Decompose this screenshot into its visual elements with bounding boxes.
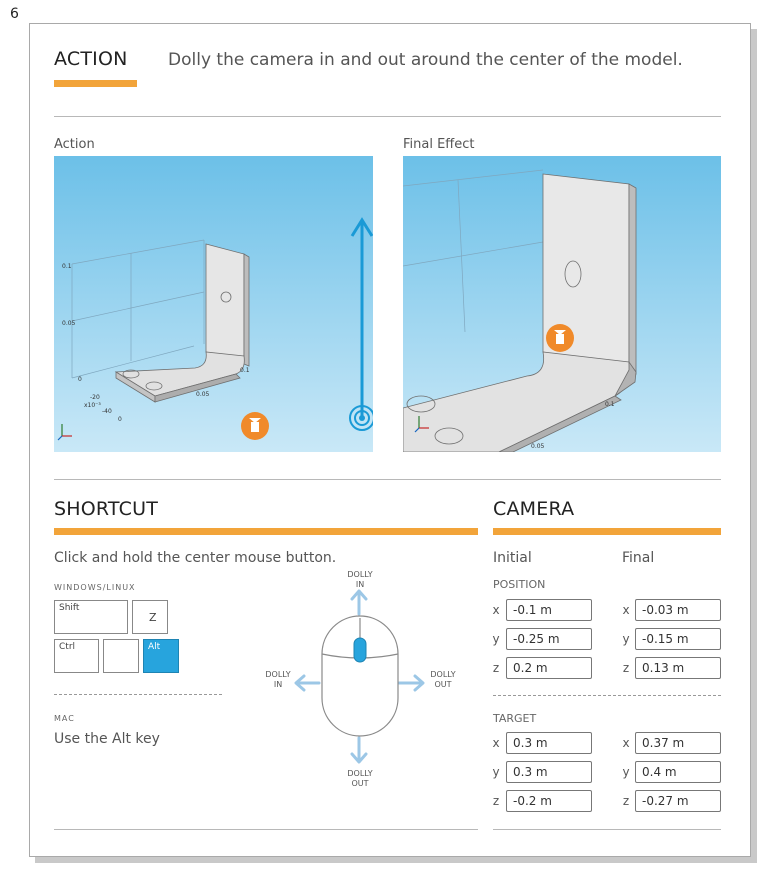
axis-label-z: z (622, 661, 630, 675)
shift-key: Shift (54, 600, 128, 634)
action-model-graphic (54, 156, 373, 452)
shortcut-instruction: Click and hold the center mouse button. (54, 550, 337, 566)
position-final-z[interactable]: 0.13 m (635, 657, 721, 679)
axis-label-z: z (492, 794, 500, 808)
z-key: Z (132, 600, 168, 634)
tick-label: 0.05 (62, 320, 76, 327)
page-number: 6 (10, 6, 19, 22)
mac-text: Use the Alt key (54, 731, 160, 747)
target-final-y[interactable]: 0.4 m (635, 761, 721, 783)
target-label: TARGET (493, 712, 537, 725)
position-initial-z[interactable]: 0.2 m (506, 657, 592, 679)
position-final-y[interactable]: -0.15 m (635, 628, 721, 650)
shortcut-dashed-divider (54, 694, 222, 695)
shortcut-bottom-rule (54, 829, 478, 830)
initial-label: Initial (493, 550, 532, 566)
mouse-label-up: DOLLY IN (347, 570, 373, 589)
action-title: ACTION (54, 48, 128, 70)
camera-dashed-divider (493, 695, 721, 696)
blank-key (103, 639, 139, 673)
tick-label: x10⁻³ (84, 402, 101, 409)
tick-label: 0.1 (62, 263, 72, 270)
mouse-label-right: DOLLY OUT (430, 670, 456, 689)
axis-label-y: y (492, 632, 500, 646)
tick-label: 0.05 (531, 443, 545, 450)
windows-linux-label: WINDOWS/LINUX (54, 583, 136, 592)
axis-label-z: z (492, 661, 500, 675)
axis-label-z: z (622, 794, 630, 808)
position-initial-y[interactable]: -0.25 m (506, 628, 592, 650)
axis-label-x: x (622, 603, 630, 617)
final-effect-caption: Final Effect (403, 137, 475, 152)
axis-label-x: x (622, 736, 630, 750)
tick-label: -20 (90, 394, 100, 401)
position-initial-x[interactable]: -0.1 m (506, 599, 592, 621)
target-initial-x[interactable]: 0.3 m (506, 732, 592, 754)
camera-underline (493, 528, 721, 535)
ctrl-key: Ctrl (54, 639, 99, 673)
header-divider (54, 116, 721, 117)
tick-label: -40 (102, 408, 112, 415)
target-final-z[interactable]: -0.27 m (635, 790, 721, 812)
page-card (29, 23, 751, 857)
tick-label: 0.05 (196, 391, 210, 398)
action-viewport (54, 156, 373, 452)
action-caption: Action (54, 137, 95, 152)
action-description: Dolly the camera in and out around the center of the model. (168, 50, 683, 70)
tick-label: 0 (118, 416, 122, 423)
target-initial-z[interactable]: -0.2 m (506, 790, 592, 812)
axis-label-y: y (622, 765, 630, 779)
axis-label-y: y (622, 632, 630, 646)
tick-label: 0.1 (605, 401, 615, 408)
alt-key: Alt (143, 639, 179, 673)
shortcut-title: SHORTCUT (54, 498, 158, 520)
axis-label-x: x (492, 603, 500, 617)
middle-divider (54, 479, 721, 480)
final-model-graphic (403, 156, 721, 452)
mouse-label-left: DOLLY IN (265, 670, 291, 689)
mac-label: MAC (54, 714, 75, 723)
shortcut-underline (54, 528, 478, 535)
axis-label-y: y (492, 765, 500, 779)
mouse-label-down: DOLLY OUT (347, 769, 373, 788)
position-final-x[interactable]: -0.03 m (635, 599, 721, 621)
final-label: Final (622, 550, 655, 566)
camera-title: CAMERA (493, 498, 575, 520)
tick-label: 0.1 (240, 367, 250, 374)
camera-bottom-rule (493, 829, 721, 830)
axis-label-x: x (492, 736, 500, 750)
target-initial-y[interactable]: 0.3 m (506, 761, 592, 783)
action-title-underline (54, 80, 137, 87)
position-label: POSITION (493, 578, 546, 591)
tick-label: 0 (78, 376, 82, 383)
target-final-x[interactable]: 0.37 m (635, 732, 721, 754)
final-effect-viewport (403, 156, 721, 452)
